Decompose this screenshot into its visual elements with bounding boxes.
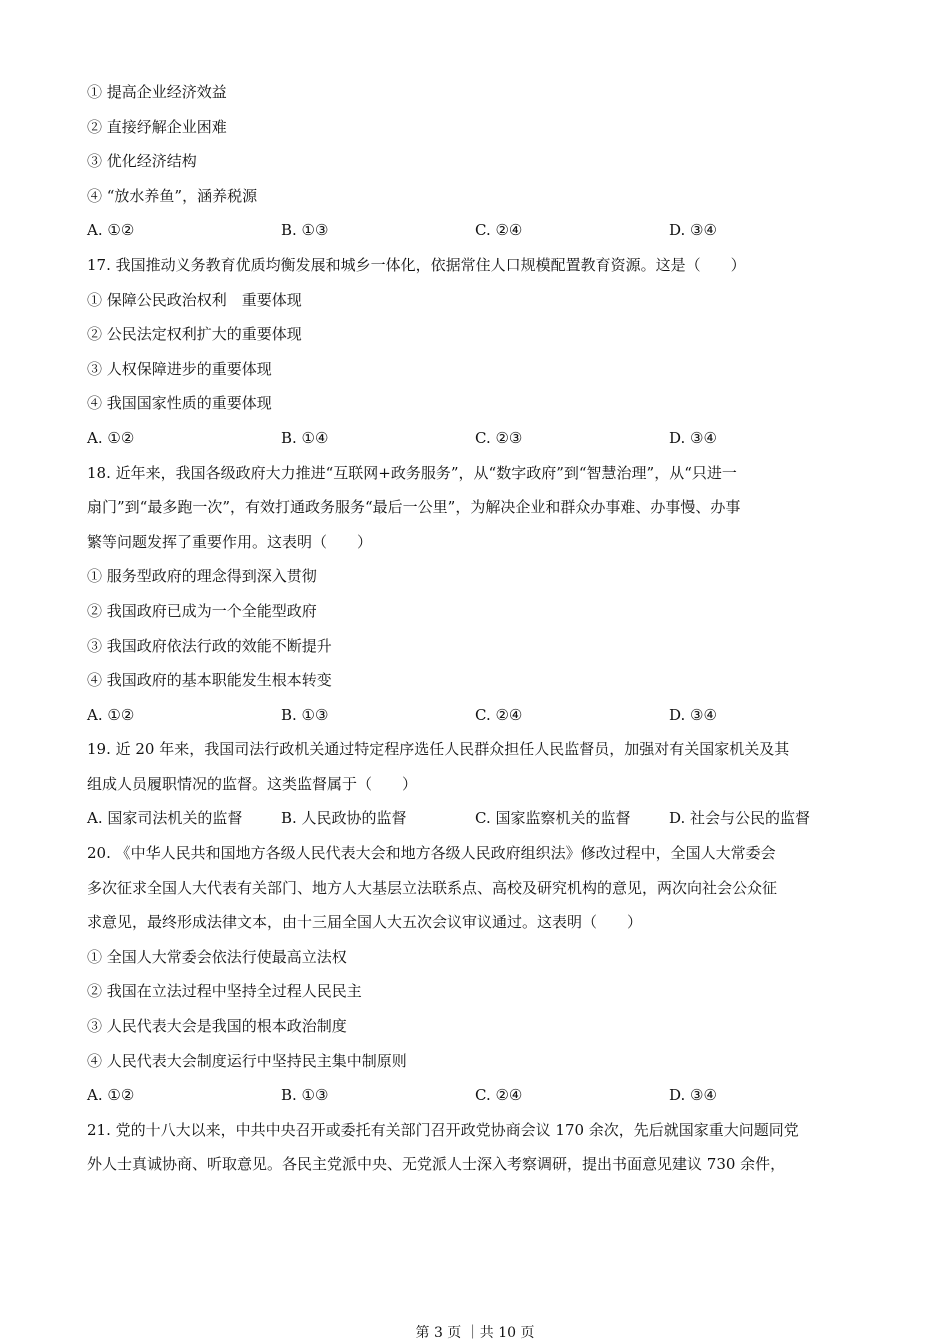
choice-b: B. ①③: [281, 221, 329, 240]
choice-d: D. ③④: [669, 705, 717, 724]
choice-d: D. ③④: [669, 428, 717, 447]
question-17-stem: 17. 我国推动义务教育优质均衡发展和城乡一体化，依据常住人口规模配置教育资源。这是（ ）: [87, 255, 746, 274]
question-18-stem: 18. 近年来，我国各级政府大力推进“互联网+政务服务”，从“数字政府”到“智慧治理”，从“只进一: [87, 463, 737, 482]
option-line: ③ 人民代表大会是我国的根本政治制度: [87, 1017, 347, 1036]
question-21-stem: 21. 党的十八大以来，中共中央召开或委托有关部门召开政党协商会议 170 余次，先后就国家重大问题同党: [87, 1120, 799, 1139]
question-20-stem: 求意见，最终形成法律文本，由十三届全国人大五次会议审议通过。这表明（ ）: [87, 913, 643, 932]
choice-a: A. ①②: [87, 705, 135, 724]
answer-choices: [87, 804, 867, 839]
option-line: ② 我国政府已成为一个全能型政府: [87, 601, 317, 620]
option-line: ① 全国人大常委会依法行使最高立法权: [87, 947, 347, 966]
choice-b: B. ①③: [281, 1086, 329, 1105]
choice-a: A. ①②: [87, 428, 135, 447]
choice-a: A. ①②: [87, 221, 135, 240]
choice-b: B. ①③: [281, 705, 329, 724]
choice-a: A. ①②: [87, 1086, 135, 1105]
choice-b: B. ①④: [281, 428, 329, 447]
choice-d: D. ③④: [669, 221, 717, 240]
page-content: [87, 78, 867, 1185]
choice-c: C. ②④: [475, 1086, 523, 1105]
option-line: ① 保障公民政治权利 重要体现: [87, 290, 302, 309]
choice-b: B. 人民政协的监督: [281, 809, 407, 828]
option-line: ④ 我国国家性质的重要体现: [87, 394, 272, 413]
option-line: ③ 我国政府依法行政的效能不断提升: [87, 636, 332, 655]
question-18-stem: 扇门”到“最多跑一次”，有效打通政务服务“最后一公里”，为解决企业和群众办事难、办事慢、办事: [87, 498, 741, 517]
option-line: ④ 我国政府的基本职能发生根本转变: [87, 671, 332, 690]
choice-c: C. ②④: [475, 221, 523, 240]
option-line: ① 服务型政府的理念得到深入贯彻: [87, 567, 317, 586]
choice-a: A. 国家司法机关的监督: [87, 809, 243, 828]
option-line: ① 提高企业经济效益: [87, 83, 227, 101]
answer-choices: [87, 701, 867, 736]
question-20-stem: 多次征求全国人大代表有关部门、地方人大基层立法联系点、高校及研究机构的意见，两次向社会公众征: [87, 878, 778, 897]
choice-c: C. ②③: [475, 428, 523, 447]
option-line: ④ 人民代表大会制度运行中坚持民主集中制原则: [87, 1051, 407, 1070]
option-line: ③ 人权保障进步的重要体现: [87, 359, 272, 378]
answer-choices: [87, 424, 867, 459]
option-line: ② 我国在立法过程中坚持全过程人民民主: [87, 982, 362, 1001]
page-footer: 第 3 页 ｜共 10 页: [415, 1325, 535, 1341]
option-line: ④ “放水养鱼”，涵养税源: [87, 186, 258, 205]
question-19-stem: 19. 近 20 年来，我国司法行政机关通过特定程序选任人民群众担任人民监督员，加强对有关国家机关及其: [87, 740, 790, 759]
answer-choices: [87, 1081, 867, 1116]
option-line: ② 公民法定权利扩大的重要体现: [87, 325, 302, 344]
choice-d: D. 社会与公民的监督: [669, 809, 811, 828]
question-18-stem: 繁等问题发挥了重要作用。这表明（ ）: [87, 532, 373, 551]
choice-c: C. 国家监察机关的监督: [475, 809, 631, 828]
answer-choices: [87, 216, 867, 251]
question-20-stem: 20. 《中华人民共和国地方各级人民代表大会和地方各级人民政府组织法》修改过程中，全国人大常委会: [87, 844, 776, 863]
question-21-stem: 外人士真诚协商、听取意见。各民主党派中央、无党派人士深入考察调研，提出书面意见建议 730 余件，: [87, 1155, 786, 1174]
question-19-stem: 组成人员履职情况的监督。这类监督属于（ ）: [87, 774, 418, 793]
option-line: ③ 优化经济结构: [87, 152, 197, 171]
choice-c: C. ②④: [475, 705, 523, 724]
choice-d: D. ③④: [669, 1086, 717, 1105]
option-line: ② 直接纾解企业困难: [87, 117, 227, 136]
